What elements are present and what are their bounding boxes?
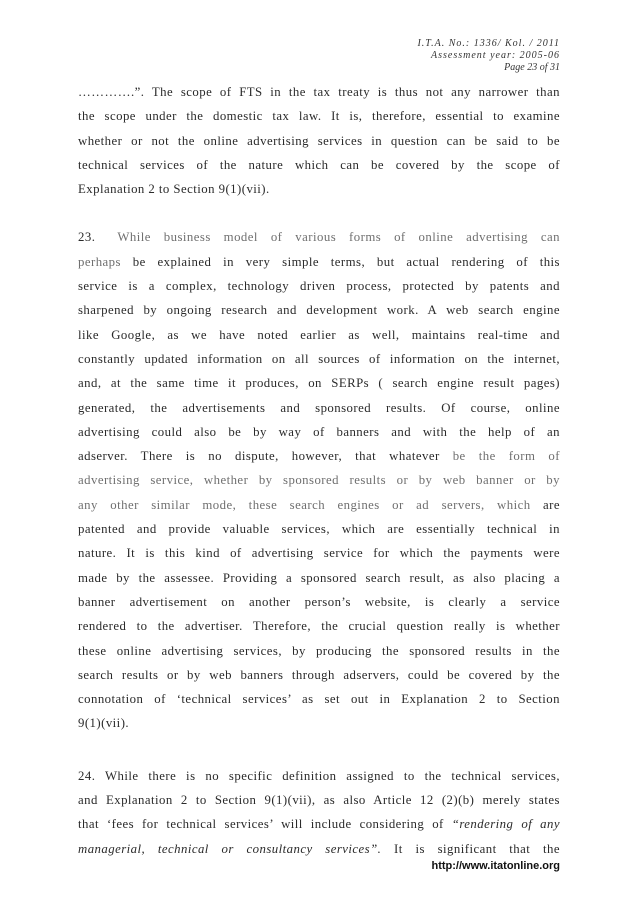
- text-line: nature. It is this kind of advertising service for which the payments were: [78, 546, 560, 561]
- paragraph-number: 23.: [78, 230, 96, 245]
- text-fragment: any other similar mode, these search engines or ad servers, which: [78, 497, 531, 512]
- text-line: and, at the same time it produces, on SERPs ( search engine result pages): [78, 376, 560, 391]
- text-line: ………….”. The scope of FTS in the tax treaty is thus not any narrower than: [78, 85, 560, 99]
- text-line: sharpened by ongoing research and development work. A web search engine: [78, 303, 560, 318]
- text-line: whether or not the online advertising services in question can be said to be: [78, 133, 560, 148]
- text-fragment: be the form of: [452, 449, 560, 464]
- text-line: [78, 444, 560, 468]
- page-header: [417, 38, 560, 74]
- page-number: Page 23 of 31: [504, 62, 560, 73]
- text-line: service is a complex, technology driven process, protected by patents and: [78, 279, 560, 294]
- text-fragment: are: [543, 497, 560, 512]
- paragraph-22-continuation: [78, 80, 560, 201]
- text-line: [78, 493, 560, 517]
- text-line: like Google, as we have noted earlier as well, maintains real-time and: [78, 327, 560, 342]
- text-line: [78, 837, 560, 861]
- paragraph-24: [78, 764, 560, 861]
- document-body: [78, 80, 560, 861]
- text-line: made by the assessee. Providing a sponsored search result, as also placing a: [78, 570, 560, 585]
- text-fragment: perhaps: [78, 254, 121, 269]
- text-line: advertising could also be by way of banners and with the help of an: [78, 424, 560, 439]
- text-line: [78, 250, 560, 274]
- case-number: I.T.A. No.: 1336/ Kol. / 2011: [417, 38, 560, 49]
- text-line: [78, 812, 560, 836]
- text-line: 24. While there is no specific definition assigned to the technical services,: [78, 768, 560, 783]
- text-line: connotation of ‘technical services’ as set out in Explanation 2 to Section: [78, 692, 560, 707]
- text-line: 9(1)(vii).: [78, 716, 130, 731]
- text-fragment: that ‘fees for technical services’ will include considering of: [78, 817, 452, 832]
- text-line: generated, the advertisements and sponsored results. Of course, online: [78, 400, 560, 415]
- text-line: Explanation 2 to Section 9(1)(vii).: [78, 182, 270, 197]
- text-line: rendered to the advertiser. Therefore, the crucial question really is whether: [78, 619, 560, 634]
- text-line: advertising service, whether by sponsored results or by web banner or by: [78, 473, 560, 488]
- text-fragment: be explained in very simple terms, but actual rendering of this: [132, 254, 560, 269]
- quoted-text: managerial, technical or consultancy services”.: [78, 841, 382, 856]
- text-line: these online advertising services, by producing the sponsored results in the: [78, 643, 560, 658]
- paragraph-23: [78, 225, 560, 735]
- quoted-text: “rendering of any: [451, 817, 560, 832]
- text-line: banner advertisement on another person’s website, is clearly a service: [78, 594, 560, 609]
- text-line: search results or by web banners through adservers, could be covered by the: [78, 667, 560, 682]
- text-fragment: While business model of various forms of online advertising can: [117, 230, 560, 245]
- text-line: [78, 225, 560, 249]
- text-line: the scope under the domestic tax law. It is, therefore, essential to examine: [78, 109, 560, 124]
- text-line: patented and provide valuable services, which are essentially technical in: [78, 522, 560, 537]
- text-line: constantly updated information on all sources of information on the internet,: [78, 351, 560, 366]
- text-line: and Explanation 2 to Section 9(1)(vii), as also Article 12 (2)(b) merely states: [78, 793, 560, 808]
- footer-url: http://www.itatonline.org: [431, 860, 560, 872]
- assessment-year: Assessment year: 2005-06: [431, 50, 560, 61]
- text-line: technical services of the nature which can be covered by the scope of: [78, 157, 560, 172]
- text-fragment: It is significant that the: [394, 841, 560, 856]
- text-fragment: adserver. There is no dispute, however, that whatever: [78, 449, 440, 464]
